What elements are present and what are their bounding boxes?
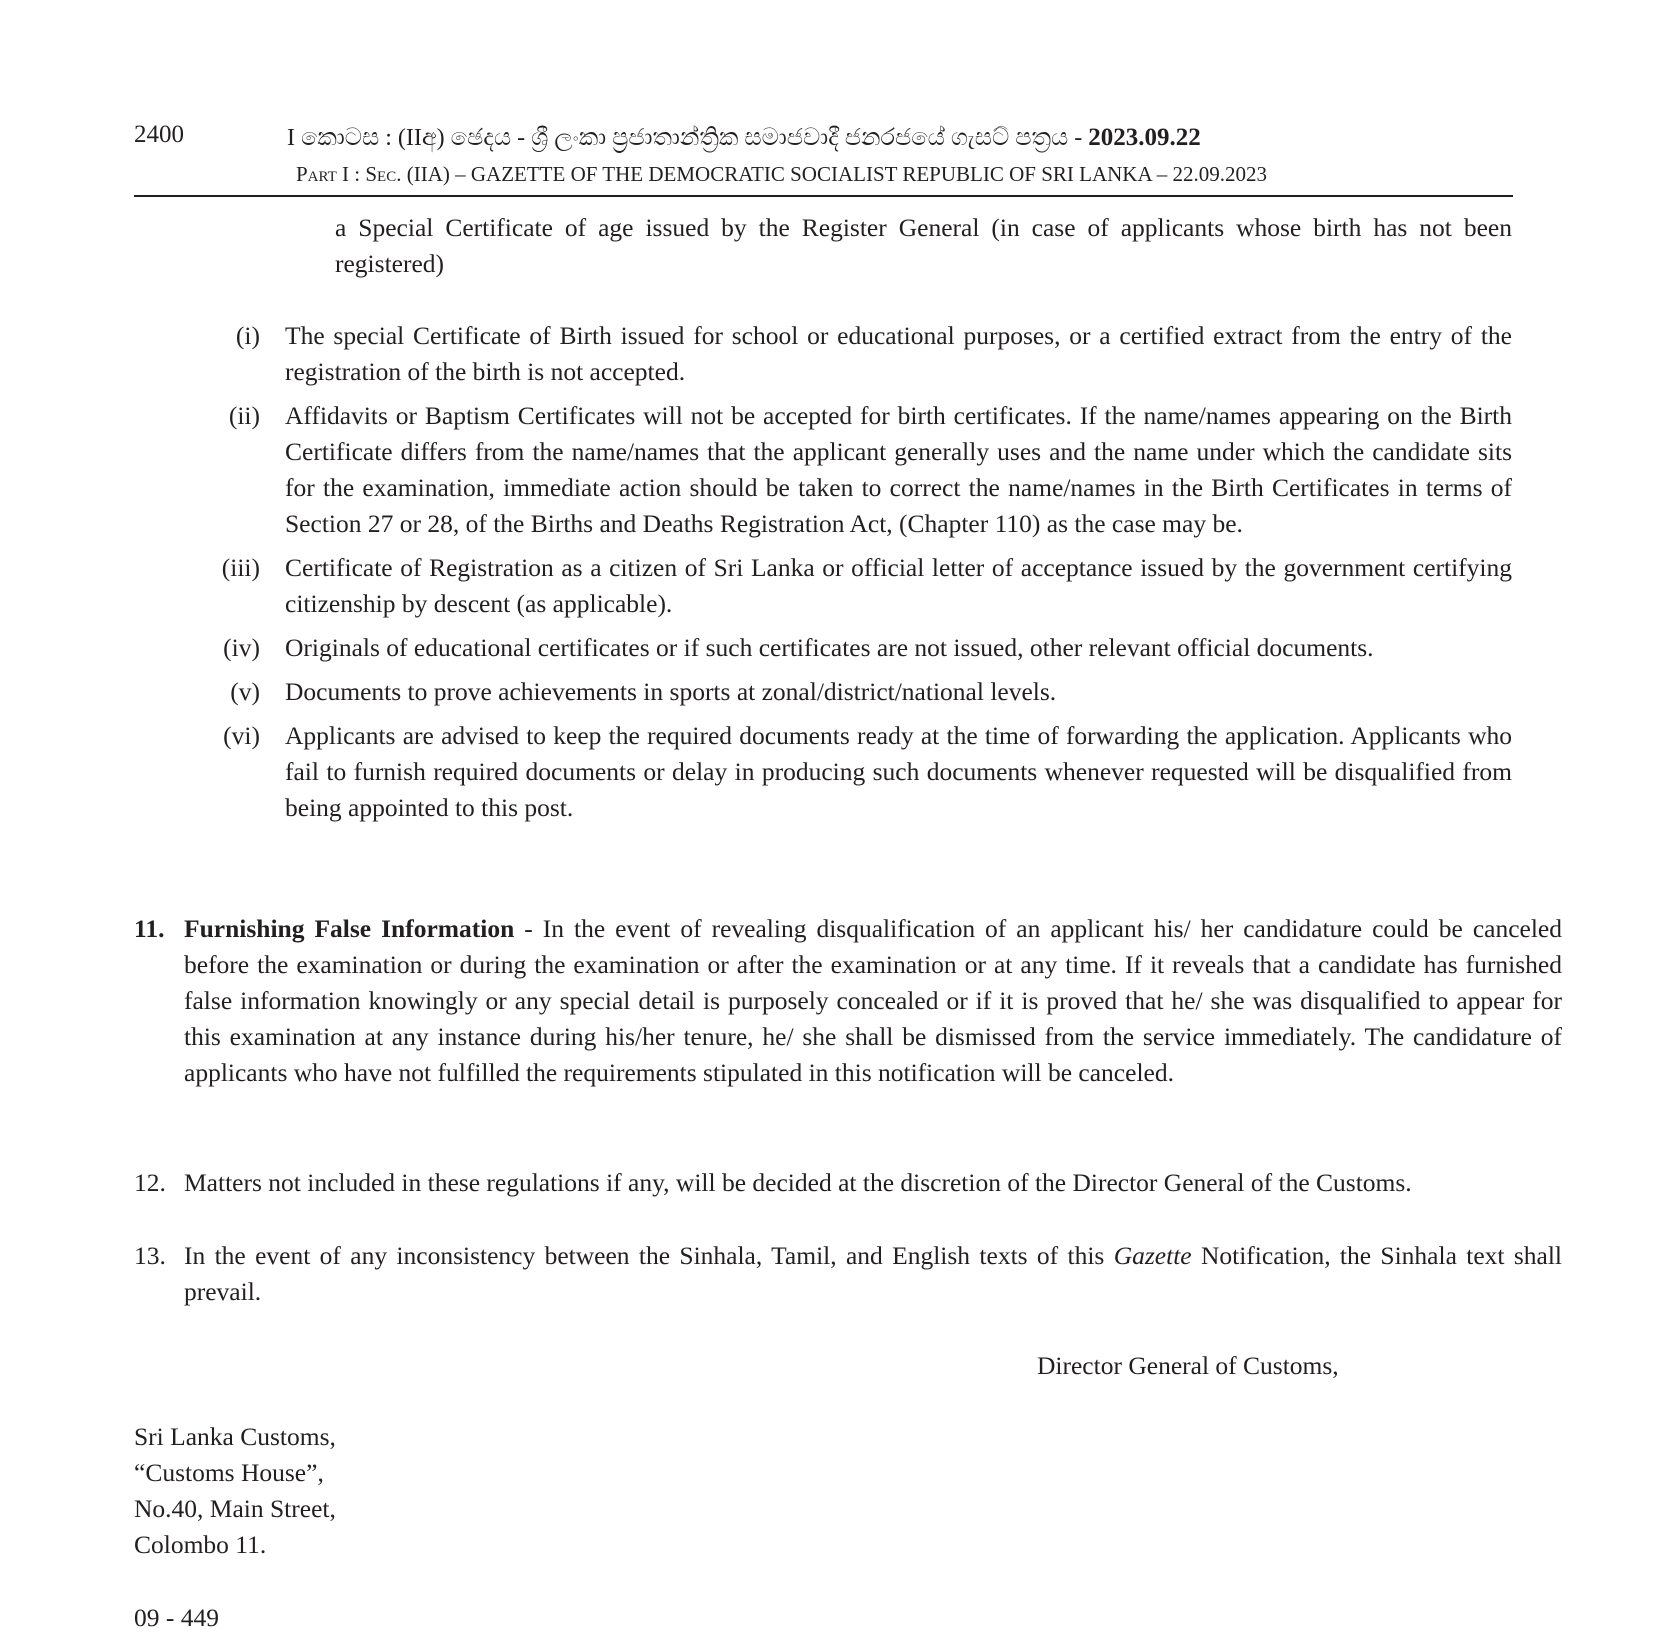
list-item-number: (iv) — [223, 633, 260, 662]
list-item-text: Applicants are advised to keep the required documents ready at the time of forwarding the application. Applicants who fail to furnish required documents or delay in producing such documents whenever requested will be disqualified from being appointed to this post. — [285, 721, 1512, 822]
list-item-text: Documents to prove achievements in sports at zonal/district/national levels. — [285, 677, 1057, 706]
list-item — [200, 550, 1512, 622]
list-item-text: The special Certificate of Birth issued for school or educational purposes, or a certified extract from the entry of the registration of the birth is not accepted. — [285, 321, 1512, 386]
list-item — [200, 718, 1512, 826]
section-12-number: 12. — [134, 1168, 166, 1197]
list-item-text: Affidavits or Baptism Certificates will not be accepted for birth certificates. If the name/names appearing on the Birth Certificate differs from the name/names that the applicant generally uses and the name under which the candidate sits for the examination, immediate action should be taken to correct the name/names in the Birth Certificates in terms of Section 27 or 28, of the Births and Deaths Registration Act, (Chapter 110) as the case may be. — [285, 401, 1512, 538]
signatory-title: Director General of Customs, — [1037, 1351, 1339, 1380]
section-11-number: 11. — [134, 914, 165, 943]
address-block — [134, 1419, 336, 1563]
header-sec-word: Sec. — [365, 162, 402, 186]
list-item — [200, 318, 1512, 390]
section-13-text-after: Notification, the Sinhala text shall prevail. — [184, 1241, 1563, 1306]
section-12-paragraph — [134, 1165, 1562, 1201]
list-item-number: (i) — [235, 321, 260, 350]
list-item-number: (iii) — [221, 553, 260, 582]
sinhala-header — [287, 124, 1357, 152]
section-13-gazette-italic: Gazette — [1113, 1241, 1192, 1270]
reference-number: 09 - 449 — [134, 1603, 219, 1632]
continuation-paragraph: a Special Certificate of age issued by the Register General (in case of applicants whose birth has not been registered) — [335, 213, 1512, 278]
address-line: “Customs House”, — [134, 1458, 324, 1487]
section-13-text-before: In the event of any inconsistency between the Sinhala, Tamil, and English texts of this — [184, 1241, 1114, 1270]
section-11-text: - In the event of revealing disqualification of an applicant his/ her candidature could be canceled before the examination or during the examination or after the examination or at any time. If it reveals that a candidate has furnished false information knowingly or any special detail is purposely concealed or if it is proved that he/ she was disqualified to appear for this examination at any instance during his/her tenure, he/ she shall be dismissed from the service immediately. The candidature of applicants who have not fulfilled the requirements stipulated in this notification will be canceled. — [184, 914, 1562, 1087]
section-13-number: 13. — [134, 1241, 166, 1270]
address-line: No.40, Main Street, — [134, 1494, 336, 1523]
section-11-paragraph — [134, 911, 1562, 1091]
section-11-heading: Furnishing False Information — [184, 914, 515, 943]
page-number: 2400 — [134, 121, 184, 148]
header-divider — [134, 195, 1513, 197]
list-item — [200, 674, 1512, 710]
sinhala-title: I කොටස : (IIඅ) ඡෙදය - ශ්‍රී ලංකා ප්‍රජාතාන්ත්‍රික සමාජවාදී ජනරජයේ ගැසට් පත්‍රය - — [287, 125, 1083, 151]
list-item-number: (v) — [230, 677, 260, 706]
english-title: (IIA) – GAZETTE OF THE DEMOCRATIC SOCIALIST REPUBLIC OF SRI LANKA – 22.09.2023 — [406, 162, 1267, 186]
list-item — [200, 630, 1512, 666]
english-header — [296, 162, 1267, 187]
section-12-text: Matters not included in these regulations if any, will be decided at the discretion of the Director General of the Customs. — [184, 1168, 1412, 1197]
document-list — [200, 318, 1512, 834]
list-item-number: (ii) — [228, 401, 260, 430]
address-line: Sri Lanka Customs, — [134, 1422, 336, 1451]
list-item-number: (vi) — [223, 721, 260, 750]
header-part-num: I : — [342, 162, 361, 186]
list-item-text: Certificate of Registration as a citizen of Sri Lanka or official letter of acceptance issued by the government certifying citizenship by descent (as applicable). — [285, 553, 1512, 618]
address-line: Colombo 11. — [134, 1530, 267, 1559]
list-item — [200, 398, 1512, 542]
header-part-word: Part — [296, 162, 337, 186]
list-item-text: Originals of educational certificates or if such certificates are not issued, other relevant official documents. — [285, 633, 1374, 662]
section-13-paragraph — [134, 1238, 1562, 1310]
sinhala-header-date: 2023.09.22 — [1088, 124, 1201, 151]
